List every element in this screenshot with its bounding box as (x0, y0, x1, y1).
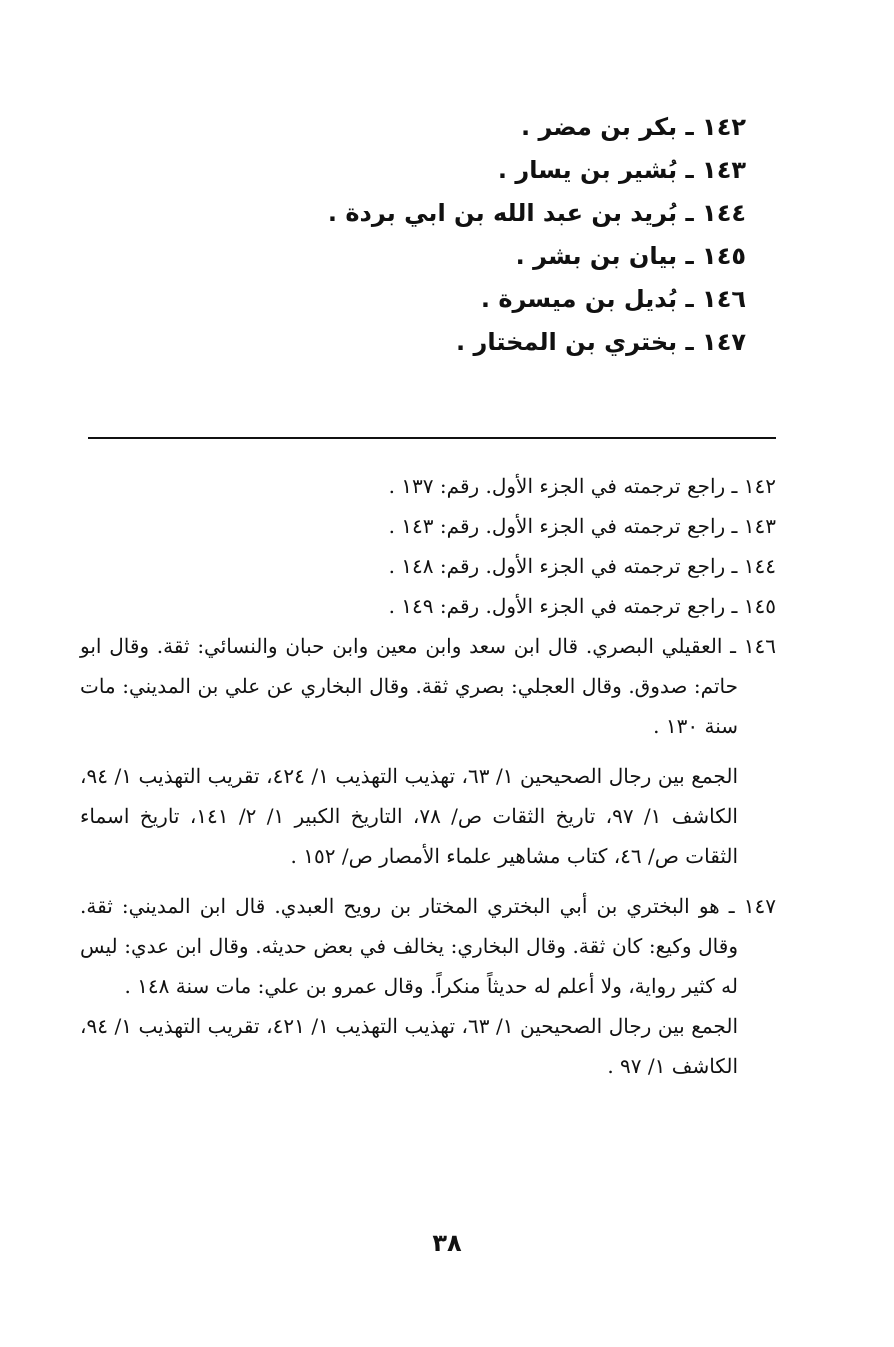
entry-143: ١٤٣ ـ بُشير بن يسار . (497, 156, 746, 184)
footnote-142: ١٤٢ ـ راجع ترجمته في الجزء الأول. رقم: ١٣٧ . (388, 474, 776, 498)
entry-145: ١٤٥ ـ بيان بن بشر . (515, 242, 746, 270)
entry-list (146, 106, 746, 364)
footnote-147-references: الجمع بين رجال الصحيحين ١/ ٦٣، تهذيب التهذيب ١/ ٤٢١، تقريب التهذيب ١/ ٩٤، الكاشف ١/ ٩٧ . (80, 1014, 738, 1078)
entry-142: ١٤٢ ـ بكر بن مضر . (521, 113, 746, 141)
footnote-143: ١٤٣ ـ راجع ترجمته في الجزء الأول. رقم: ١٤٣ . (388, 514, 776, 538)
footnote-147: ١٤٧ ـ هو البختري بن أبي البختري المختار بن رويح العبدي. قال ابن المديني: ثقة. وقال وكيع: كان ثقة. وقال البخاري: يخالف في بعض حديثه. وقال ابن عدي: ليس له كثير رواية، ولا أعلم له حديثاً منكراً. وقال عمرو بن علي: مات سنة ١٤٨ . (80, 894, 776, 998)
footnote-144: ١٤٤ ـ راجع ترجمته في الجزء الأول. رقم: ١٤٨ . (388, 554, 776, 578)
footnote-divider (88, 437, 776, 439)
footnote-145: ١٤٥ ـ راجع ترجمته في الجزء الأول. رقم: ١٤٩ . (388, 594, 776, 618)
footnotes (80, 466, 776, 1086)
entry-144: ١٤٤ ـ بُريد بن عبد الله بن ابي بردة . (327, 199, 746, 227)
footnote-146: ١٤٦ ـ العقيلي البصري. قال ابن سعد وابن معين وابن حبان والنسائي: ثقة. وقال ابو حاتم: صدوق. وقال العجلي: بصري ثقة. وقال البخاري عن علي بن المديني: مات سنة ١٣٠ . (80, 634, 776, 738)
entry-146: ١٤٦ ـ بُديل بن ميسرة . (480, 285, 746, 313)
footnote-146-references: الجمع بين رجال الصحيحين ١/ ٦٣، تهذيب التهذيب ١/ ٤٢٤، تقريب التهذيب ١/ ٩٤، الكاشف ١/ ٩٧، تاريخ الثقات ص/ ٧٨، التاريخ الكبير ١/ ٢/ ١٤١، تاريخ اسماء الثقات ص/ ٤٦، كتاب مشاهير علماء الأمصار ص/ ١٥٢ . (80, 764, 738, 868)
entry-147: ١٤٧ ـ بختري بن المختار . (456, 328, 746, 356)
page-number: ٣٨ (432, 1229, 462, 1257)
